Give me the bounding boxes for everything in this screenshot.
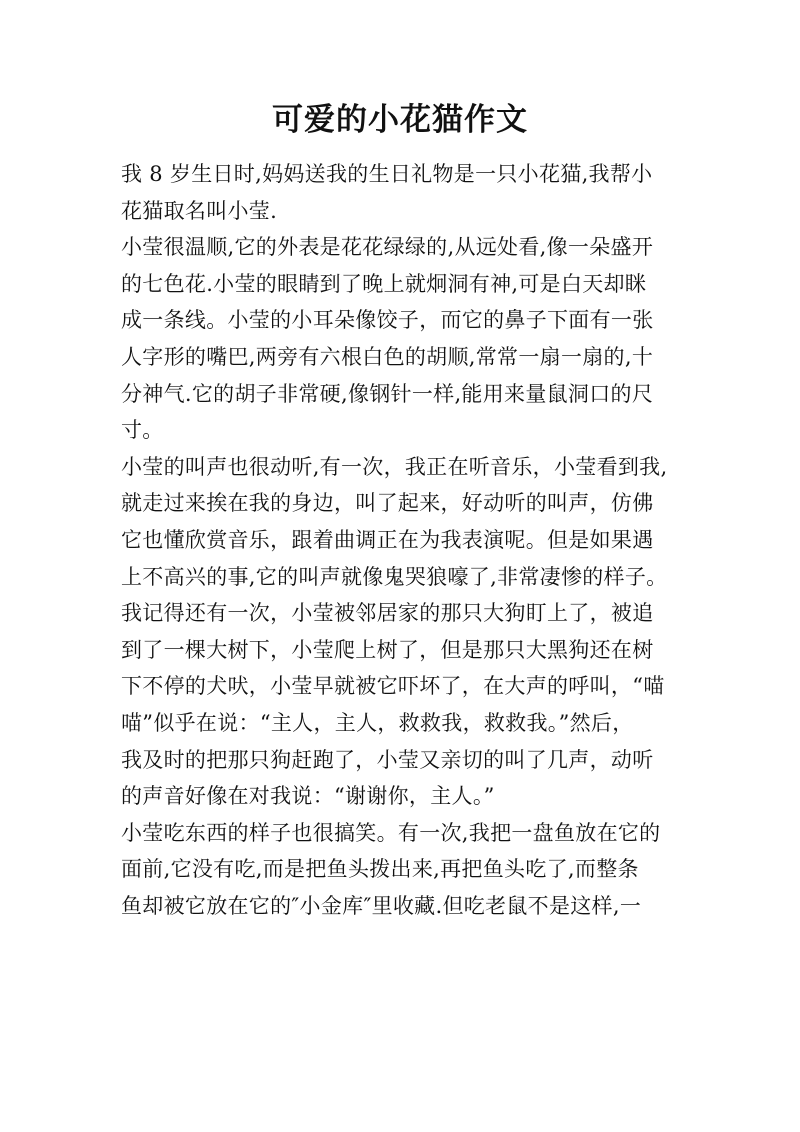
text-line: 分神气.它的胡子非常硬,像钢针一样,能用来量鼠洞口的尺 (121, 381, 654, 406)
text-line: 小莹的叫声也很动听,有一次，我正在听音乐，小莹看到我, (121, 454, 668, 479)
text-line: 花猫取名叫小莹. (121, 198, 278, 223)
text-line: 它也懂欣赏音乐，跟着曲调正在为我表演呢。但是如果遇 (121, 527, 654, 552)
text-line: 我及时的把那只狗赶跑了，小莹又亲切的叫了几声，动听 (121, 747, 654, 772)
text-line: 人字形的嘴巴,两旁有六根白色的胡顺,常常一扇一扇的,十 (121, 344, 654, 369)
text-line: 上不高兴的事,它的叫声就像鬼哭狼嚎了,非常凄惨的样子。 (121, 564, 668, 589)
text-line: 的声音好像在对我说：“谢谢你，主人。” (121, 784, 495, 809)
text-line: 成一条线。小莹的小耳朵像饺子，而它的鼻子下面有一张 (121, 308, 654, 333)
text-line: 小莹很温顺,它的外表是花花绿绿的,从远处看,像一朵盛开 (121, 235, 654, 260)
text-line: 就走过来挨在我的身边，叫了起来，好动听的叫声，仿佛 (121, 491, 654, 516)
text-line: 到了一棵大树下，小莹爬上树了，但是那只大黑狗还在树 (121, 637, 654, 662)
text-line: 下不停的犬吠，小莹早就被它吓坏了，在大声的呼叫，“喵 (121, 674, 665, 699)
text-line: 寸。 (121, 418, 164, 443)
text-line: 小莹吃东西的样子也很搞笑。有一次,我把一盘鱼放在它的 (121, 820, 661, 845)
text-line: 鱼却被它放在它的″小金库″里收藏.但吃老鼠不是这样,一 (121, 893, 642, 918)
text-line: 的七色花.小莹的眼睛到了晚上就炯洞有神,可是白天却眯 (121, 271, 647, 296)
document-body (121, 156, 681, 924)
document-title: 可爱的小花猫作文 (272, 102, 528, 138)
text-line: 我 8 岁生日时,妈妈送我的生日礼物是一只小花猫,我帮小 (121, 162, 653, 186)
text-line: 喵”似乎在说：“主人，主人，救救我，救救我。”然后， (121, 710, 634, 735)
text-line: 我记得还有一次，小莹被邻居家的那只大狗盯上了，被追 (121, 601, 654, 626)
text-line: 面前,它没有吃,而是把鱼头拨出来,再把鱼头吃了,而整条 (121, 857, 639, 882)
